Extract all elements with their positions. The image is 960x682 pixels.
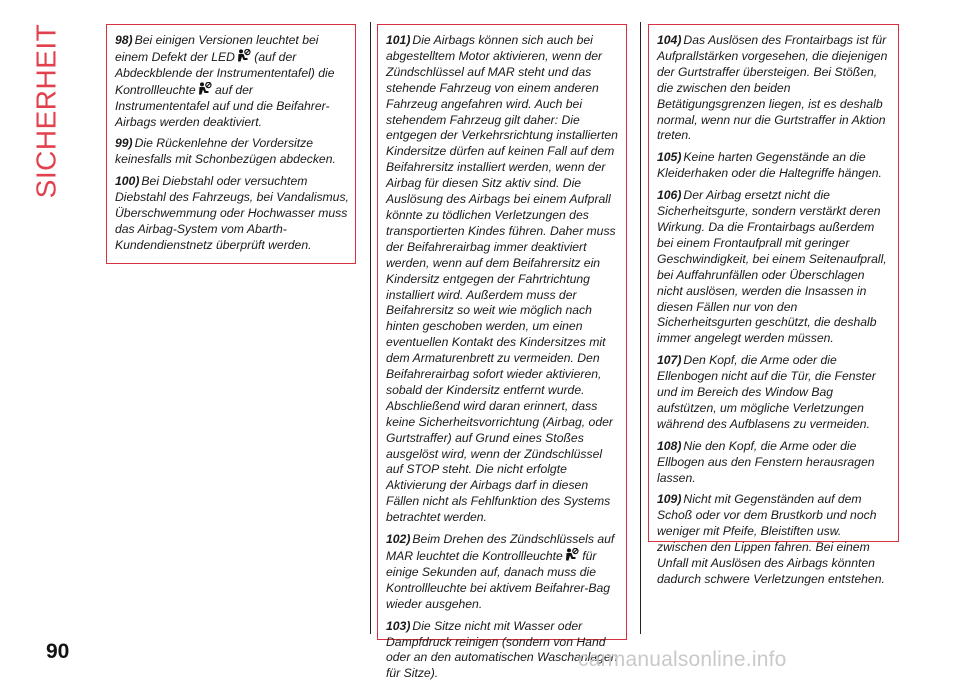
warning-number: 107) [657, 353, 682, 368]
airbag-off-icon [196, 82, 212, 96]
warning-number: 100) [115, 174, 140, 189]
warning-number: 103) [386, 618, 411, 633]
warning-text: für einige Sekunden auf, danach muss die Kontrollleuchte bei aktivem Beifahrer-Bag wieder ausgehen. [386, 549, 611, 611]
warning-text: Nicht mit Gegenständen auf dem Schoß oder vor dem Brustkorb und noch weniger mit Pfeife, Bleistiften usw. zwischen den Lippen fahren. Bei einem Unfall mit Auslösen des Airbags könnten dadurch schwere Verletzungen entstehen. [657, 492, 885, 586]
warning-box-left [106, 24, 356, 264]
warning-text: (auf der Abdeckblende der Instrumententafel) die Kontrollleuchte [115, 49, 335, 97]
warning-text: Bei einigen Versionen leuchtet bei einem Defekt der LED [115, 33, 319, 64]
warning-item [386, 33, 620, 526]
warning-text: Der Airbag ersetzt nicht die Sicherheitsgurte, sondern verstärkt deren Wirkung. Da die Frontairbags außerdem bei einem Frontaufprall mit geringer Geschwindigkeit, bei einem Seitenaufprall, bei Auffahrunfällen oder Überschlagen nicht auslösen, werden die Insassen in diesen Fällen nur von den Sicherheitsgurten geschützt, die deshalb immer angelegt werden müssen. [657, 188, 887, 346]
column-divider [370, 22, 371, 634]
warning-item [657, 353, 892, 433]
warning-item [657, 439, 892, 487]
warning-text: auf der Instrumententafel auf und die Beifahrer-Airbags werden deaktiviert. [115, 82, 330, 129]
warning-number: 104) [657, 33, 682, 47]
warning-item [115, 136, 349, 168]
warning-item [386, 532, 620, 613]
warning-number: 99) [115, 136, 133, 151]
warning-item [657, 492, 892, 587]
warning-text: Die Sitze nicht mit Wasser oder Dampfdruck reinigen (sondern von Hand oder an den automatischen Waschanlagen für Sitze). [386, 618, 618, 681]
page-number: 90 [46, 640, 70, 663]
warning-item [115, 33, 349, 130]
warning-text: Nie den Kopf, die Arme oder die Ellbogen aus den Fenstern herausragen lassen. [657, 438, 875, 485]
warning-text: Das Auslösen des Frontairbags ist für Aufprallstärken vorgesehen, die diejenigen der Gurtstraffer übersteigen. Bei Stößen, die zwischen den beiden Betätigungsgrenzen liegen, ist es deshalb normal, wenn nur die Gurtstraffer in Aktion treten. [657, 33, 888, 143]
warning-number: 108) [657, 438, 682, 453]
warning-text: Den Kopf, die Arme oder die Ellenbogen nicht auf die Tür, die Fenster und im Bereich des Window Bag aufstützen, um mögliche Verletzungen während des Aufblasens zu vermeiden. [657, 353, 876, 431]
section-title-text: SICHERHEIT [30, 23, 62, 199]
warning-number: 102) [386, 532, 411, 547]
warning-item [657, 150, 892, 182]
warning-number: 105) [657, 150, 682, 165]
warning-text: Beim Drehen des Zündschlüssels auf MAR leuchtet die Kontrollleuchte [386, 532, 615, 563]
column-divider [640, 22, 641, 634]
warning-text: Keine harten Gegenstände an die Kleiderhaken oder die Haltegriffe hängen. [657, 150, 882, 181]
warning-item [657, 33, 892, 144]
warning-text: Bei Diebstahl oder versuchtem Diebstahl des Fahrzeugs, bei Vandalismus, Überschwemmung oder Hochwasser muss das Airbag-System vom Abarth-Kundendienstnetz überprüft werden. [115, 174, 349, 252]
warning-box-middle [377, 24, 627, 681]
warning-number: 106) [657, 188, 682, 203]
warning-number: 101) [386, 33, 411, 47]
warning-number: 109) [657, 492, 682, 507]
warning-number: 98) [115, 33, 133, 47]
section-title [26, 23, 66, 199]
watermark: carmanualsonline.info [578, 648, 787, 671]
warning-text: Die Airbags können sich auch bei abgestelltem Motor aktivieren, wenn der Zündschlüssel auf MAR steht und das stehende Fahrzeug von einem anderen Fahrzeug angefahren wird. Auch bei stehendem Fahrzeug gilt daher: Die entgegen der Verkehrsrichtung installierten Kindersitze dürfen auf keinen Fall auf dem Beifahrersitz installiert werden, wenn der Airbag für diesen Sitz aktiv sind. Die Auslösung des Airbags bei einem Aufprall könnte zu tödlichen Verletzungen des transportierten Kindes führen. Daher muss der Beifahrerairbag immer deaktiviert werden, wenn auf dem Beifahrersitz ein Kindersitz entgegen der Fahrtrichtung installiert wird. Außerdem muss der Beifahrersitz so weit wie möglich nach hinten geschoben werden, um einen eventuellen Kontakt des Kindersitzes mit dem Armaturenbrett zu vermeiden. Den Beifahrerairbag sofort wieder aktivieren, sobald der Kindersitz entfernt wurde. Abschließend wird daran erinnert, dass keine Sicherheitsvorrichtung (Airbag, oder Gurtstraffer) auf Grund eines Stoßes ausgelöst wird, wenn der Zündschlüssel auf STOP steht. Die nicht erfolgte Aktivierung der Airbags darf in diesen Fällen nicht als Fehlfunktion des Systems betrachtet werden. [386, 33, 618, 525]
warning-item [657, 188, 892, 347]
warning-text: Die Rückenlehne der Vordersitze keinesfalls mit Schonbezügen abdecken. [115, 136, 336, 167]
warning-item [115, 174, 349, 254]
airbag-off-icon [563, 548, 579, 562]
airbag-off-icon [235, 49, 251, 63]
warning-box-right [648, 24, 899, 586]
